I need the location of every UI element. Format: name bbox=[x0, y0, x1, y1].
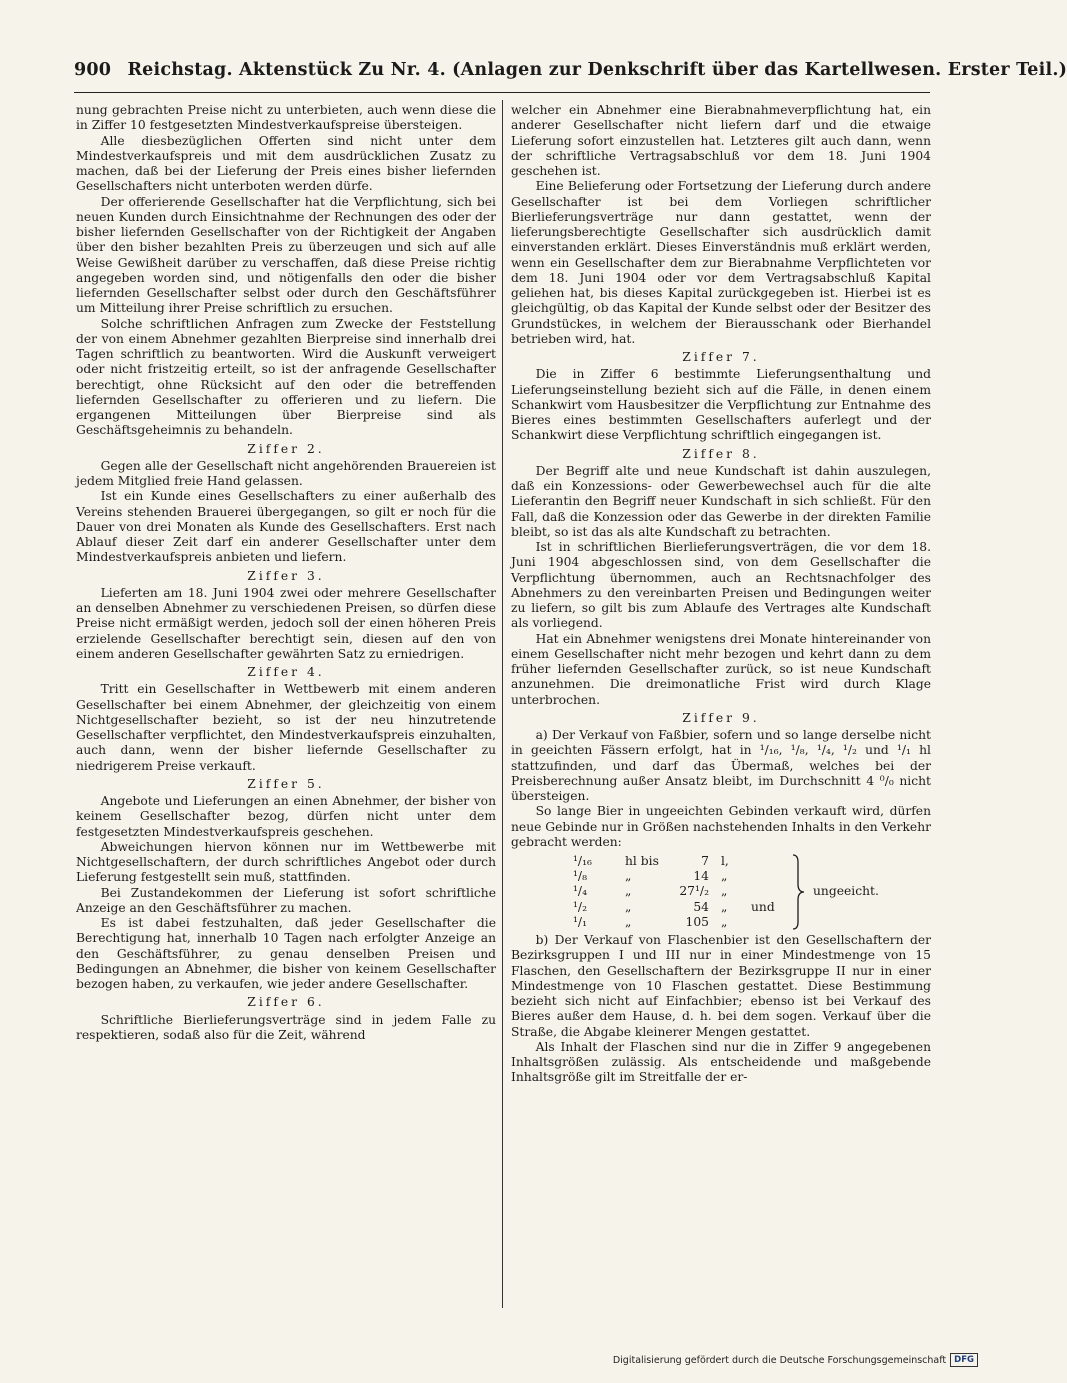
paragraph: nung gebrachten Preise nicht zu unterbieten, auch wenn diese die in Ziffer 10 festgesetzten Mindestverkaufspreise übersteigen. bbox=[76, 103, 496, 133]
right-column bbox=[511, 103, 931, 1086]
section-heading: Ziffer 9. bbox=[682, 710, 760, 725]
volume-cell: „ bbox=[721, 914, 728, 929]
paragraph: Lieferten am 18. Juni 1904 zwei oder mehrere Gesellschafter an denselben Abnehmer zu verschiedenen Preisen, so dürfen diese Preise nicht ermäßigt werden, jedoch soll der einen höheren Preis erzielende Gesellschafter berechtigt sein, diesen auf den von einem anderen Gesellschafter gewährten Satz zu erniedrigen. bbox=[76, 585, 496, 661]
page-number: 900 bbox=[74, 60, 112, 80]
section-heading: Ziffer 8. bbox=[682, 446, 760, 461]
paragraph: Abweichungen hiervon können nur im Wettbewerbe mit Nichtgesellschaftern, der durch schriftliches Angebot oder durch Lieferung festgestellt sein muß, stattfinden. bbox=[76, 839, 496, 885]
paragraph: Ist ein Kunde eines Gesellschafters zu einer außerhalb des Vereins stehenden Brauerei übergegangen, so gilt er noch für die Dauer von drei Monaten als Kunde des Gesellschafters. Erst nach Ablauf dieser Zeit darf ein anderer Gesellschafter unter dem Mindestverkaufspreis anbieten und liefern. bbox=[76, 489, 496, 565]
paragraph: Eine Belieferung oder Fortsetzung der Lieferung durch andere Gesellschafter ist bei dem Vorliegen schriftlicher Bierlieferungsverträge nur dann gestattet, wenn der lieferungsberechtigte Gesellschafter sich ausdrücklich damit einverstanden erklärt. Dieses Einverständnis muß erklärt werden, wenn ein Gesellschafter dem zur Bierabnahme Verpflichteten vor dem 18. Juni 1904 oder vor dem Vertragsabschluß Kapital geliehen hat, bis dieses Kapital zurückgegeben ist. Hierbei ist es gleichgültig, ob das Kapital der Kunde selbst oder der Besitzer des Grundstückes, in welchem der Bierausschank oder Bierhandel betrieben wird, hat. bbox=[511, 179, 931, 346]
volume-table bbox=[573, 854, 931, 930]
section-heading: Ziffer 7. bbox=[682, 350, 760, 364]
volume-cell: „ bbox=[625, 899, 632, 914]
footer bbox=[613, 1353, 978, 1367]
section-heading: Ziffer 2. bbox=[247, 441, 325, 456]
volume-row bbox=[573, 900, 785, 915]
volume-cell: ¹/₄ bbox=[573, 884, 588, 899]
dfg-logo: DFG bbox=[950, 1353, 978, 1367]
volume-row bbox=[573, 884, 785, 899]
footer-credit: Digitalisierung gefördert durch die Deutsche Forschungsgemeinschaft bbox=[612, 1354, 947, 1366]
running-title: Reichstag. Aktenstück Zu Nr. 4. (Anlagen zur Denkschrift über das Kartellwesen. Erster Teil.) bbox=[127, 60, 1067, 80]
right-brace bbox=[791, 854, 805, 930]
volume-label: ungeeicht. bbox=[813, 884, 879, 899]
volume-row bbox=[573, 915, 785, 930]
volume-cell: „ bbox=[625, 869, 632, 884]
paragraph: Ist in schriftlichen Bierlieferungsverträgen, die vor dem 18. Juni 1904 abgeschlossen sind, von dem Gesellschafter die Verpflichtung übernommen, auch an Rechtsnachfolger des Abnehmers zu den vereinbarten Preisen und Bedingungen weiter zu liefern, so gilt bis zum Ablaufe des Vertrages alte Kundschaft als vorliegend. bbox=[511, 540, 931, 631]
paragraph: Als Inhalt der Flaschen sind nur die in Ziffer 9 angegebenen Inhaltsgrößen zulässig. Als entscheidende und maßgebende Inhaltsgröße gilt im Streitfalle der er- bbox=[511, 1039, 931, 1085]
paragraph: Der Begriff alte und neue Kundschaft ist dahin auszulegen, daß ein Konzessions- oder Gewerbewechsel auch für die alte Lieferantin den Begriff neuer Kundschaft in sich schließt. Für den Fall, daß die Konzession oder das Gewerbe in der direkten Familie bleibt, so ist das als alte Kundschaft zu betrachten. bbox=[511, 463, 931, 539]
volume-row bbox=[573, 869, 785, 884]
volume-cell: 105 bbox=[685, 914, 709, 929]
running-header bbox=[74, 60, 1067, 90]
left-column bbox=[76, 103, 496, 1043]
paragraph: b) Der Verkauf von Flaschenbier ist den Gesellschaftern der Bezirksgruppen I und III nur in einer Mindestmenge von 15 Flaschen, den Gesellschaftern der Bezirksgruppe II nur in einer Mindestmenge von 10 Flaschen gestattet. Diese Bestimmung bezieht sich nicht auf Einfachbier; ebenso ist bei Verkauf des Bieres außer dem Hause, d. h. bei dem sogen. Verkauf über die Straße, die Abgabe kleinerer Mengen gestattet. bbox=[511, 933, 931, 1039]
volume-cell: „ bbox=[625, 884, 632, 899]
paragraph: a) Der Verkauf von Faßbier, sofern und so lange derselbe nicht in geeichten Fässern erfolgt, hat in ¹/₁₆, ¹/₈, ¹/₄, ¹/₂ und ¹/₁ hl stattzufinden, und darf das Übermaß, welches bei der Preisberechnung außer Ansatz bleibt, im Durchschnitt 4 ⁰/₀ nicht übersteigen. bbox=[511, 728, 931, 803]
paragraph: Der offerierende Gesellschafter hat die Verpflichtung, sich bei neuen Kunden durch Einsichtnahme der Rechnungen des oder der bisher liefernden Gesellschafter von der Richtigkeit der Angaben über den bisher bezahlten Preis zu überzeugen und sich auf alle Weise Gewißheit darüber zu verschaffen, daß diese Preise richtig angegeben worden sind, und nötigenfalls den oder die bisher liefernden Gesellschafter selbst oder durch den Geschäftsführer um Mitteilung ihrer Preise schriftlich zu ersuchen. bbox=[76, 194, 496, 316]
volume-cell: ¹/₁ bbox=[573, 914, 588, 929]
volume-cell: ¹/₈ bbox=[573, 869, 588, 884]
section-heading: Ziffer 6. bbox=[247, 995, 325, 1010]
volume-cell: „ bbox=[721, 884, 728, 899]
volume-cell: l, bbox=[721, 854, 729, 868]
volume-cell: ¹/₂ bbox=[573, 899, 588, 914]
paragraph: Tritt ein Gesellschafter in Wettbewerb mit einem anderen Gesellschafter bei einem Abnehmer, der gleichzeitig von einem Nichtgesellschafter bezieht, so ist der neu hinzutretende Gesellschafter verpflichtet, den Mindestverkaufspreis einzuhalten, auch dann, wenn der bisher liefernde Gesellschafter zu niedrigerem Preise verkauft. bbox=[76, 682, 496, 773]
paragraph: Alle diesbezüglichen Offerten sind nicht unter dem Mindestverkaufspreis und mit dem ausdrücklichen Zusatz zu machen, daß bei der Lieferung der Preis eines bisher liefernden Gesellschafters nicht unterboten werden dürfe. bbox=[76, 133, 496, 194]
volume-cell: ¹/₁₆ bbox=[573, 854, 592, 868]
section-heading: Ziffer 4. bbox=[247, 665, 325, 679]
volume-cell: und bbox=[751, 899, 775, 914]
volume-cell: „ bbox=[721, 869, 728, 884]
volume-cell: hl bis bbox=[625, 854, 659, 868]
paragraph: Hat ein Abnehmer wenigstens drei Monate hintereinander von einem Gesellschafter nicht mehr bezogen und kehrt dann zu dem früher liefernden Gesellschafter zurück, so ist neue Kundschaft anzunehmen. Die dreimonatliche Frist wird durch Klage unterbrochen. bbox=[511, 631, 931, 707]
volume-cell: 14 bbox=[693, 869, 709, 884]
section-heading: Ziffer 5. bbox=[247, 776, 325, 791]
volume-row bbox=[573, 854, 785, 869]
volume-cell: 54 bbox=[693, 899, 709, 914]
paragraph: welcher ein Abnehmer eine Bierabnahmeverpflichtung hat, ein anderer Gesellschafter nicht liefern darf und die etwaige Lieferung sofort einzustellen hat. Letzteres gilt auch dann, wenn der schriftliche Vertragsabschluß vor dem 18. Juni 1904 geschehen ist. bbox=[511, 103, 931, 178]
section-heading: Ziffer 3. bbox=[247, 568, 325, 583]
paragraph: Es ist dabei festzuhalten, daß jeder Gesellschafter die Berechtigung hat, innerhalb 10 Tagen nach erfolgter Anzeige an den Geschäftsführer, zu genau denselben Preisen und Bedingungen an Abnehmer, die bisher von keinem Gesellschafter bezogen haben, zu verkaufen, wie jeder andere Gesellschafter. bbox=[76, 916, 496, 991]
header-rule bbox=[74, 92, 930, 93]
volume-cell: „ bbox=[625, 914, 632, 929]
paragraph: Schriftliche Bierlieferungsverträge sind in jedem Falle zu respektieren, sodaß also für die Zeit, während bbox=[76, 1012, 496, 1042]
paragraph: Die in Ziffer 6 bestimmte Lieferungsenthaltung und Lieferungseinstellung bezieht sich auf die Fälle, in denen einem Schankwirt vom Hausbesitzer die Verpflichtung zur Entnahme des Bieres eines bestimmten Gesellschafters auferlegt und der Schankwirt diese Verpflichtung schriftlich eingegangen ist. bbox=[511, 367, 931, 443]
volume-cell: „ bbox=[721, 899, 728, 914]
volume-cell: 27¹/₂ bbox=[679, 884, 709, 899]
paragraph: So lange Bier in ungeeichten Gebinden verkauft wird, dürfen neue Gebinde nur in Größen nachstehenden Inhalts in den Verkehr gebracht werden: bbox=[511, 804, 931, 849]
paragraph: Solche schriftlichen Anfragen zum Zwecke der Feststellung der von einem Abnehmer gezahlten Bierpreise sind innerhalb drei Tagen schriftlich zu beantworten. Wird die Auskunft verweigert oder nicht fristzeitig erteilt, so ist der anfragende Gesellschafter berechtigt, ohne Rücksicht auf den oder die betreffenden liefernden Gesellschafter zu offerieren und zu liefern. Die ergangenen Mitteilungen über Bierpreise sind als Geschäftsgeheimnis zu behandeln. bbox=[76, 316, 496, 438]
paragraph: Bei Zustandekommen der Lieferung ist sofort schriftliche Anzeige an den Geschäftsführer zu machen. bbox=[76, 885, 496, 915]
volume-cell: 7 bbox=[701, 854, 709, 868]
column-divider bbox=[502, 100, 503, 1308]
paragraph: Gegen alle der Gesellschaft nicht angehörenden Brauereien ist jedem Mitglied freie Hand gelassen. bbox=[76, 458, 496, 488]
paragraph: Angebote und Lieferungen an einen Abnehmer, der bisher von keinem Gesellschafter bezog, dürfen nicht unter dem festgesetzten Mindestverkaufspreis geschehen. bbox=[76, 794, 496, 839]
